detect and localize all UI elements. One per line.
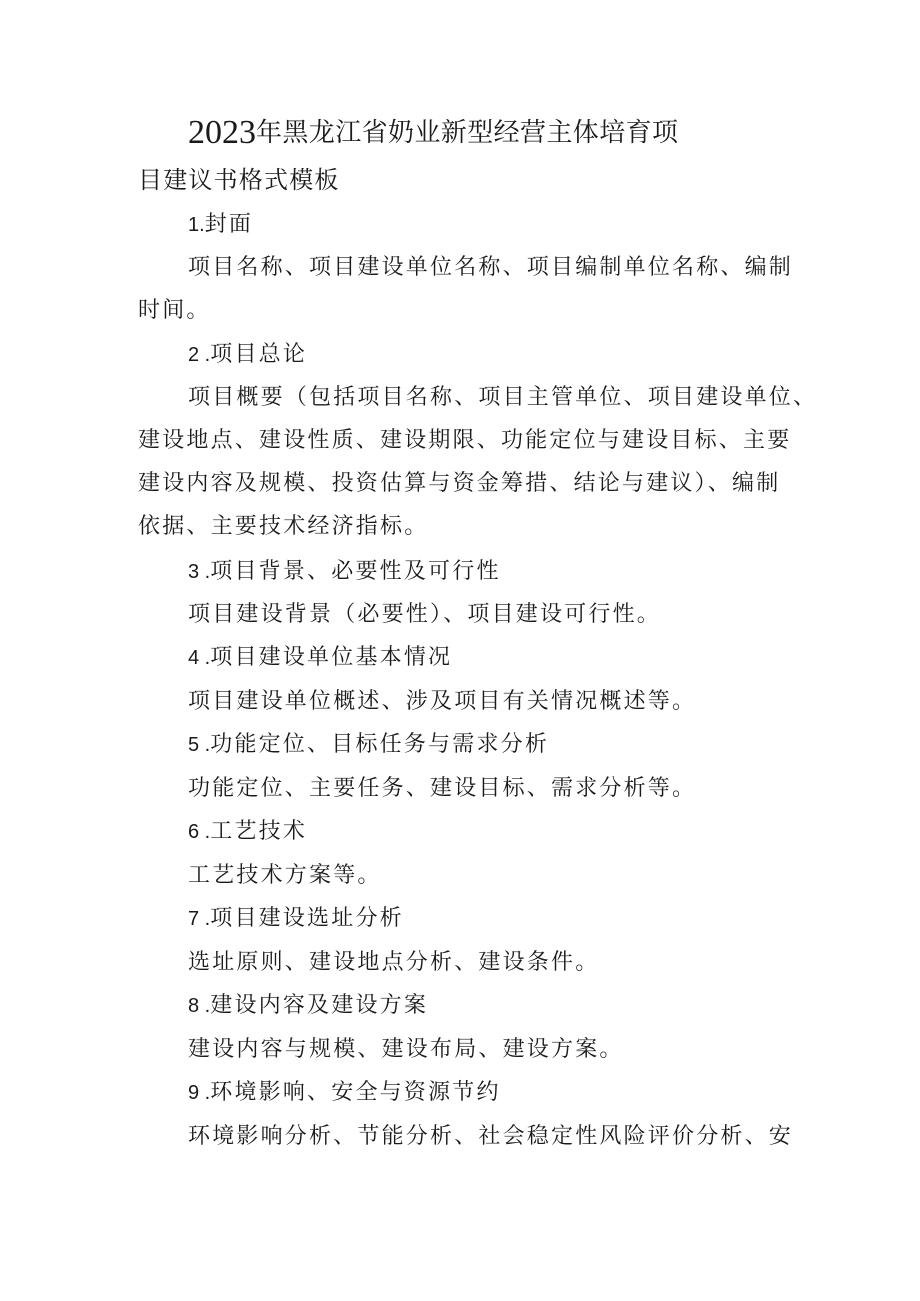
paragraph-line: 项目建设背景（必要性）、项目建设可行性。 xyxy=(188,602,662,627)
section-title: 项目建设单位基本情况 xyxy=(210,645,453,670)
paragraph-line: 选址原则、建设地点分析、建设条件。 xyxy=(188,950,600,975)
section-number: 9 . xyxy=(188,1082,211,1104)
section-title: 项目建设选址分析 xyxy=(210,906,404,931)
section-heading xyxy=(188,730,549,760)
section-number: 5 . xyxy=(188,734,211,756)
section-heading xyxy=(188,1078,501,1108)
document-title-line-1 xyxy=(188,114,679,151)
paragraph-line: 功能定位、主要任务、建设目标、需求分析等。 xyxy=(188,776,697,801)
section-heading xyxy=(188,210,253,240)
paragraph-line: 建设内容及规模、投资估算与资金筹措、结论与建议）、编制 xyxy=(138,471,781,496)
section-number: 6 . xyxy=(188,821,211,843)
document-title-line-2: 目建议书格式模板 xyxy=(138,166,340,194)
section-heading xyxy=(188,340,307,370)
section-number: 2 . xyxy=(188,344,211,366)
section-number: 1. xyxy=(188,214,205,236)
section-number: 4 . xyxy=(188,647,211,669)
section-title: 项目总论 xyxy=(210,342,308,367)
paragraph-line: 建设地点、建设性质、建设期限、功能定位与建设目标、主要 xyxy=(138,428,792,453)
section-number: 8 . xyxy=(188,995,211,1017)
paragraph-line: 时间。 xyxy=(138,298,211,323)
section-title: 工艺技术 xyxy=(210,819,308,844)
paragraph-line: 建设内容与规模、建设布局、建设方案。 xyxy=(188,1037,624,1062)
section-heading xyxy=(188,904,404,934)
section-heading xyxy=(188,817,307,847)
section-number: 3 . xyxy=(188,561,211,583)
section-title: 功能定位、目标任务与需求分析 xyxy=(210,732,550,757)
section-title: 建设内容及建设方案 xyxy=(210,993,429,1018)
section-number: 7 . xyxy=(188,908,211,930)
paragraph-line: 项目建设单位概述、涉及项目有关情况概述等。 xyxy=(188,689,697,714)
section-heading xyxy=(188,643,452,673)
paragraph-line: 依据、主要技术经济指标。 xyxy=(138,514,429,539)
title-year: 2023 xyxy=(188,114,256,151)
section-title: 项目背景、必要性及可行性 xyxy=(210,559,501,584)
paragraph-line: 项目名称、项目建设单位名称、项目编制单位名称、编制 xyxy=(188,255,794,280)
title-line-1-text: 年黑龙江省奶业新型经营主体培育项 xyxy=(256,118,679,148)
paragraph-line: 项目概要（包括项目名称、项目主管单位、项目建设单位、 xyxy=(188,385,818,410)
section-title: 环境影响、安全与资源节约 xyxy=(210,1080,501,1105)
section-heading xyxy=(188,991,428,1021)
section-heading xyxy=(188,557,501,587)
paragraph-line: 环境影响分析、节能分析、社会稳定性风险评价分析、安 xyxy=(188,1124,794,1149)
paragraph-line: 工艺技术方案等。 xyxy=(188,863,382,888)
section-title: 封面 xyxy=(204,212,254,237)
